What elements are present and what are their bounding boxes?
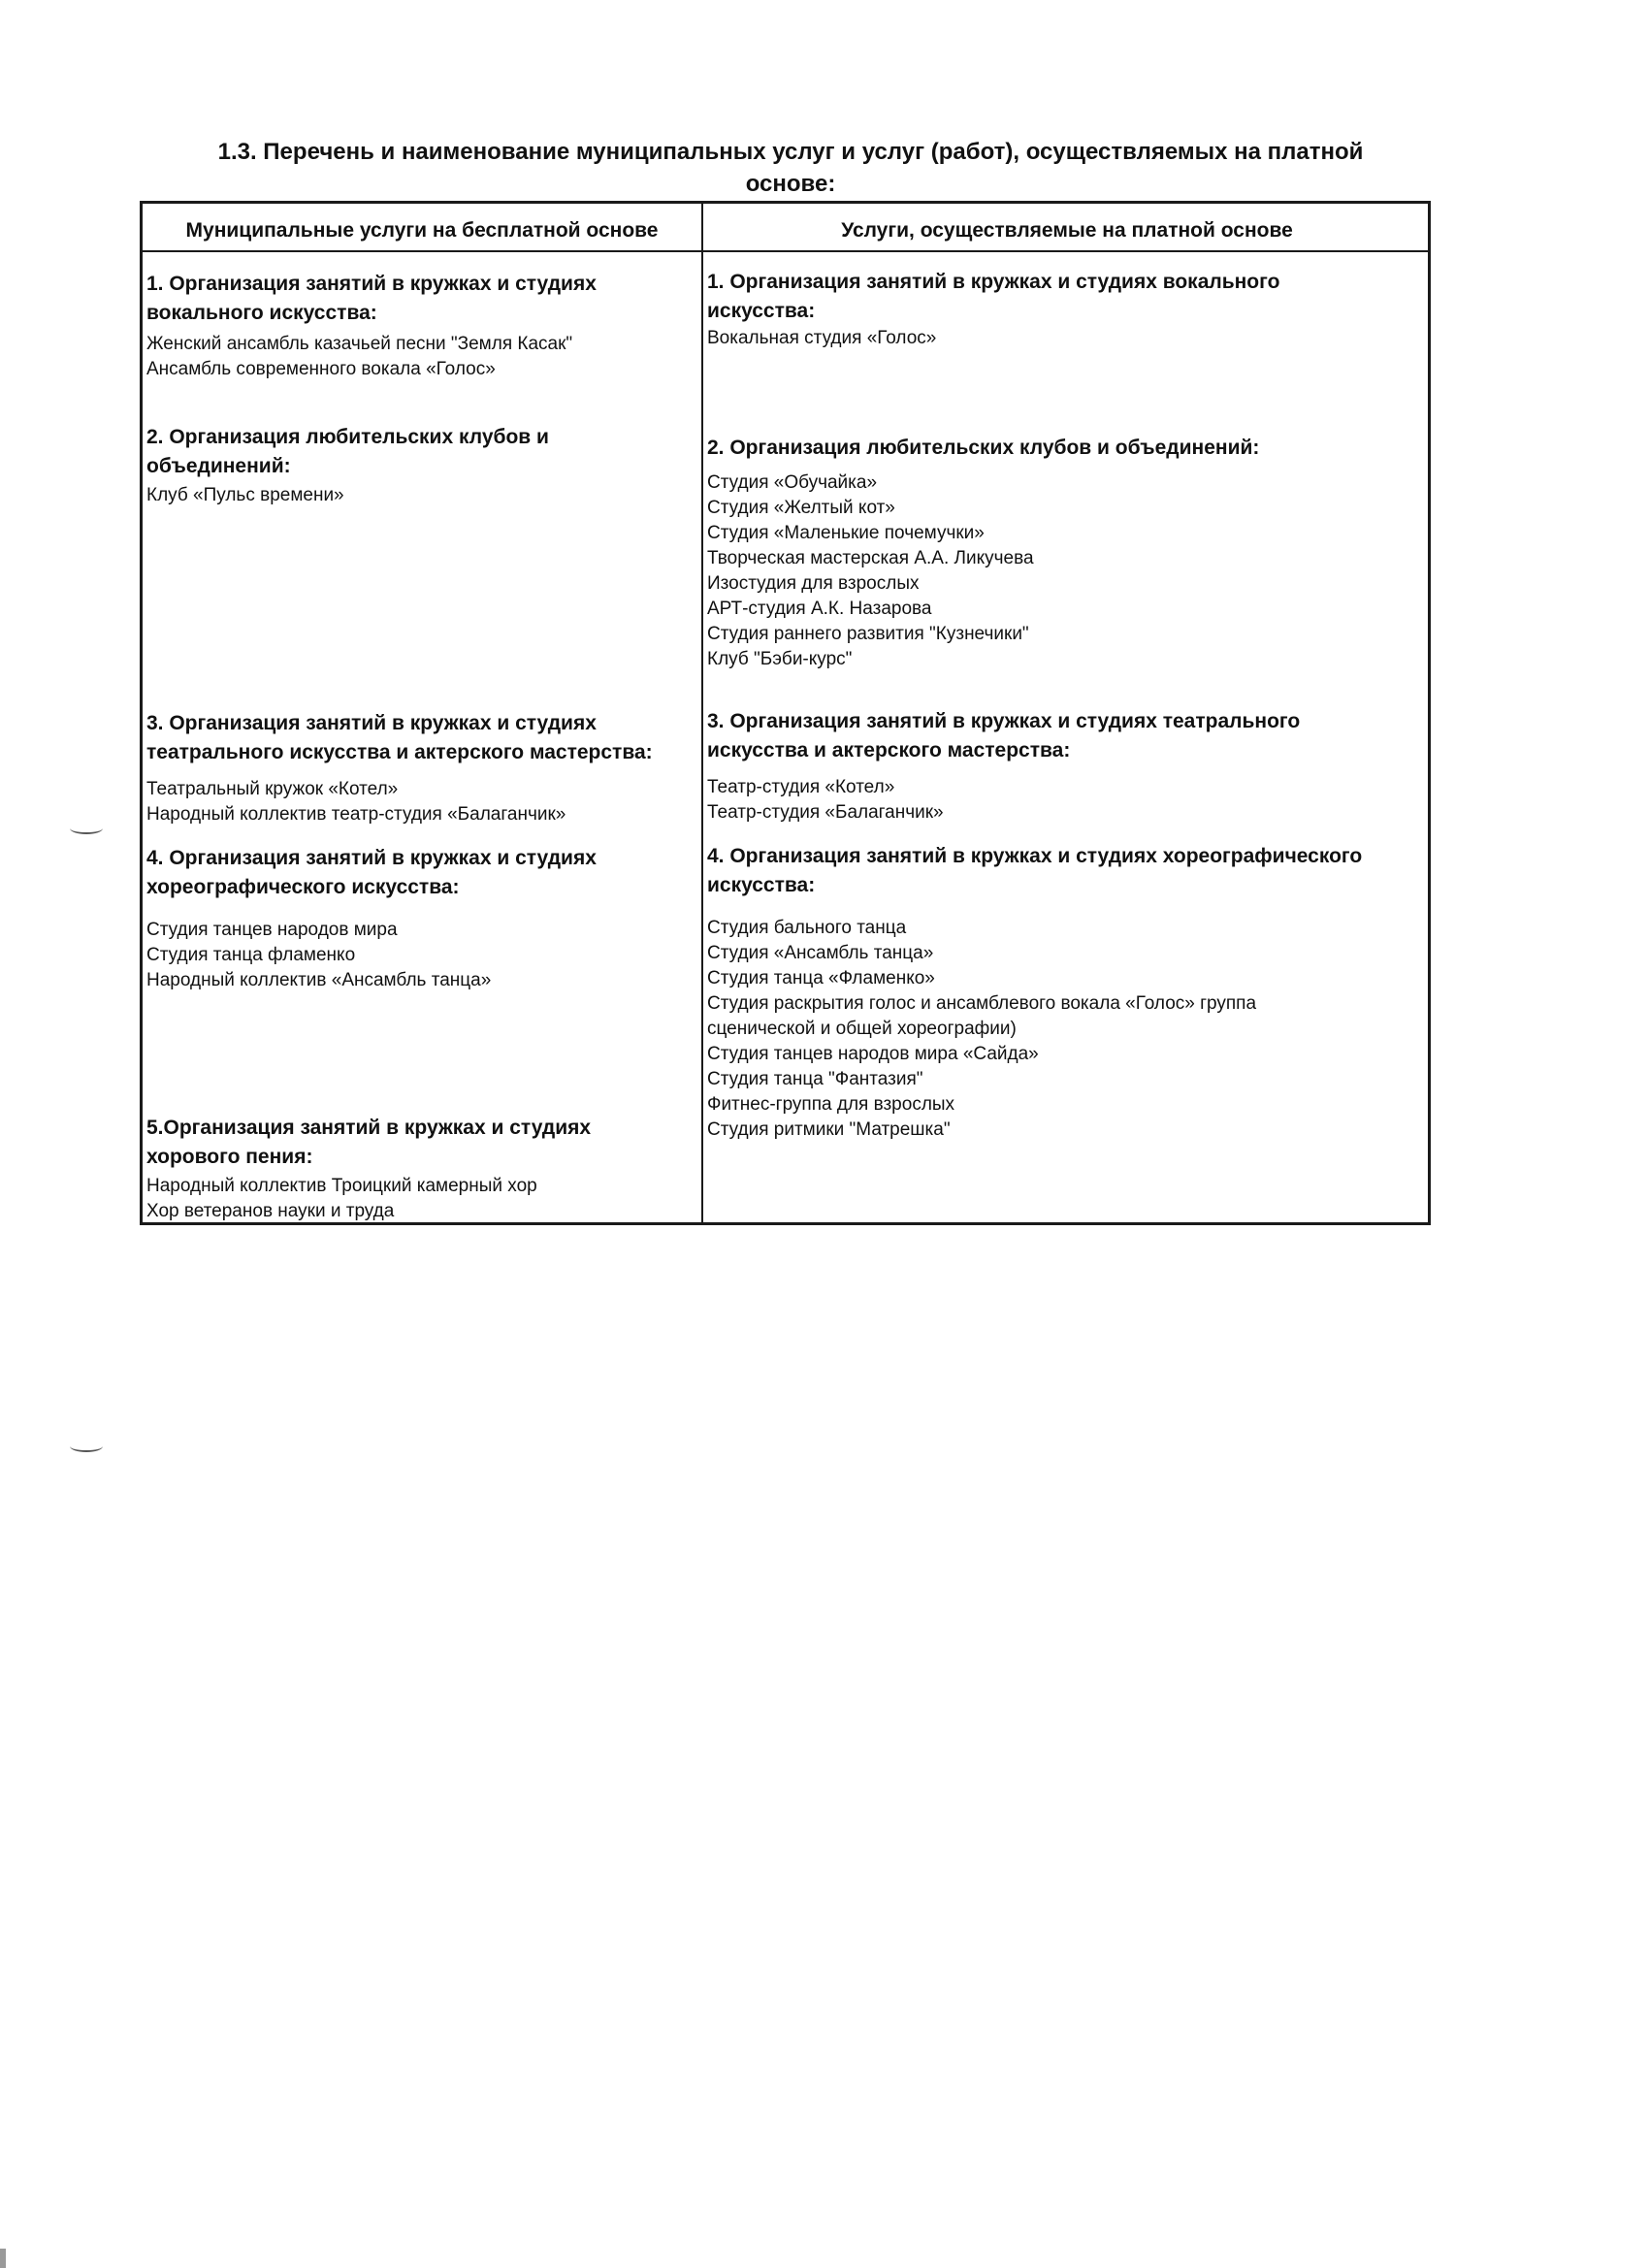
list-item: Студия раннего развития "Кузнечики" xyxy=(707,624,1029,644)
list-item: Вокальная студия «Голос» xyxy=(707,328,937,348)
document-title xyxy=(136,136,1445,200)
paid-section-choreography xyxy=(707,842,1427,1143)
free-section-theatre xyxy=(146,709,701,827)
list-item: Студия танцев народов мира xyxy=(146,920,398,940)
section-heading: 3. Организация занятий в кружках и студиях театрального искусства и актерского мастерства: xyxy=(707,710,1301,761)
list-item: Изостудия для взрослых xyxy=(707,573,920,594)
section-items xyxy=(707,470,1427,672)
scan-edge-mark xyxy=(0,2249,6,2268)
section-items xyxy=(146,483,701,508)
free-section-choreography xyxy=(146,844,701,993)
list-item: Хор ветеранов науки и труда xyxy=(146,1201,395,1221)
section-items xyxy=(146,332,701,382)
list-item: Театр-студия «Балаганчик» xyxy=(707,802,944,823)
scan-hole-mark xyxy=(70,823,103,834)
list-item: Клуб "Бэби-курс" xyxy=(707,649,853,669)
list-item: Студия «Ансамбль танца» xyxy=(707,943,934,963)
list-item: Народный коллектив театр-студия «Балаганчик» xyxy=(146,804,566,825)
list-item: Народный коллектив Троицкий камерный хор xyxy=(146,1176,537,1196)
list-item: Студия танца "Фантазия" xyxy=(707,1069,923,1089)
section-items xyxy=(146,777,701,827)
list-item: Студия танца «Фламенко» xyxy=(707,968,935,988)
section-heading: 2. Организация любительских клубов и объединений: xyxy=(707,437,1260,459)
list-item: Творческая мастерская А.А. Ликучева xyxy=(707,548,1034,568)
list-item: Студия «Желтый кот» xyxy=(707,498,895,518)
services-table xyxy=(140,201,1431,1225)
list-item: Студия бального танца xyxy=(707,918,907,938)
section-heading: 1. Организация занятий в кружках и студиях вокального искусства: xyxy=(146,273,597,324)
section-heading: 2. Организация любительских клубов и объединений: xyxy=(146,426,549,477)
list-item: Ансамбль современного вокала «Голос» xyxy=(146,359,496,379)
section-heading: 3. Организация занятий в кружках и студиях театрального искусства и актерского мастерства: xyxy=(146,712,653,763)
free-services-header: Муниципальные услуги на бесплатной основе xyxy=(185,219,659,242)
list-item: Студия танца фламенко xyxy=(146,945,356,965)
list-item: Студия раскрытия голос и ансамблевого вокала «Голос» группа xyxy=(707,993,1257,1014)
section-heading: 4. Организация занятий в кружках и студиях хореографического искусства: xyxy=(707,845,1363,896)
list-item: Театральный кружок «Котел» xyxy=(146,779,399,799)
document-title-line-1: 1.3. Перечень и наименование муниципальных услуг и услуг (работ), осуществляемых на платной xyxy=(217,139,1364,165)
column-divider xyxy=(701,204,703,1222)
list-item: Фитнес-группа для взрослых xyxy=(707,1094,955,1115)
document-title-line-2: основе: xyxy=(745,171,836,197)
list-item: Женский ансамбль казачьей песни "Земля Касак" xyxy=(146,334,573,354)
list-item: Студия танцев народов мира «Сайда» xyxy=(707,1044,1039,1064)
list-item: Театр-студия «Котел» xyxy=(707,777,895,797)
list-item: Клуб «Пульс времени» xyxy=(146,485,344,505)
section-items xyxy=(146,918,701,993)
section-heading: 4. Организация занятий в кружках и студиях хореографического искусства: xyxy=(146,847,597,898)
section-heading: 1. Организация занятий в кружках и студиях вокального искусства: xyxy=(707,271,1280,322)
paid-services-header: Услуги, осуществляемые на платной основе xyxy=(841,219,1293,242)
free-section-vocal xyxy=(146,270,701,382)
list-item: Студия ритмики "Матрешка" xyxy=(707,1119,951,1140)
section-items xyxy=(707,916,1427,1143)
header-divider xyxy=(143,250,1428,252)
free-section-choir xyxy=(146,1114,701,1224)
scan-hole-mark xyxy=(70,1441,103,1452)
list-item: АРТ-студия А.К. Назарова xyxy=(707,599,932,619)
section-heading: 5.Организация занятий в кружках и студиях хорового пения: xyxy=(146,1117,592,1168)
paid-section-vocal xyxy=(707,268,1427,351)
list-item: Студия «Маленькие почемучки» xyxy=(707,523,985,543)
paid-section-clubs xyxy=(707,434,1427,672)
free-section-clubs xyxy=(146,423,701,508)
paid-section-theatre xyxy=(707,707,1427,826)
list-item: сценической и общей хореографии) xyxy=(707,1019,1017,1039)
list-item: Студия «Обучайка» xyxy=(707,472,878,493)
list-item: Народный коллектив «Ансамбль танца» xyxy=(146,970,492,990)
section-items xyxy=(707,326,1427,351)
section-items xyxy=(146,1174,701,1224)
section-items xyxy=(707,775,1427,826)
